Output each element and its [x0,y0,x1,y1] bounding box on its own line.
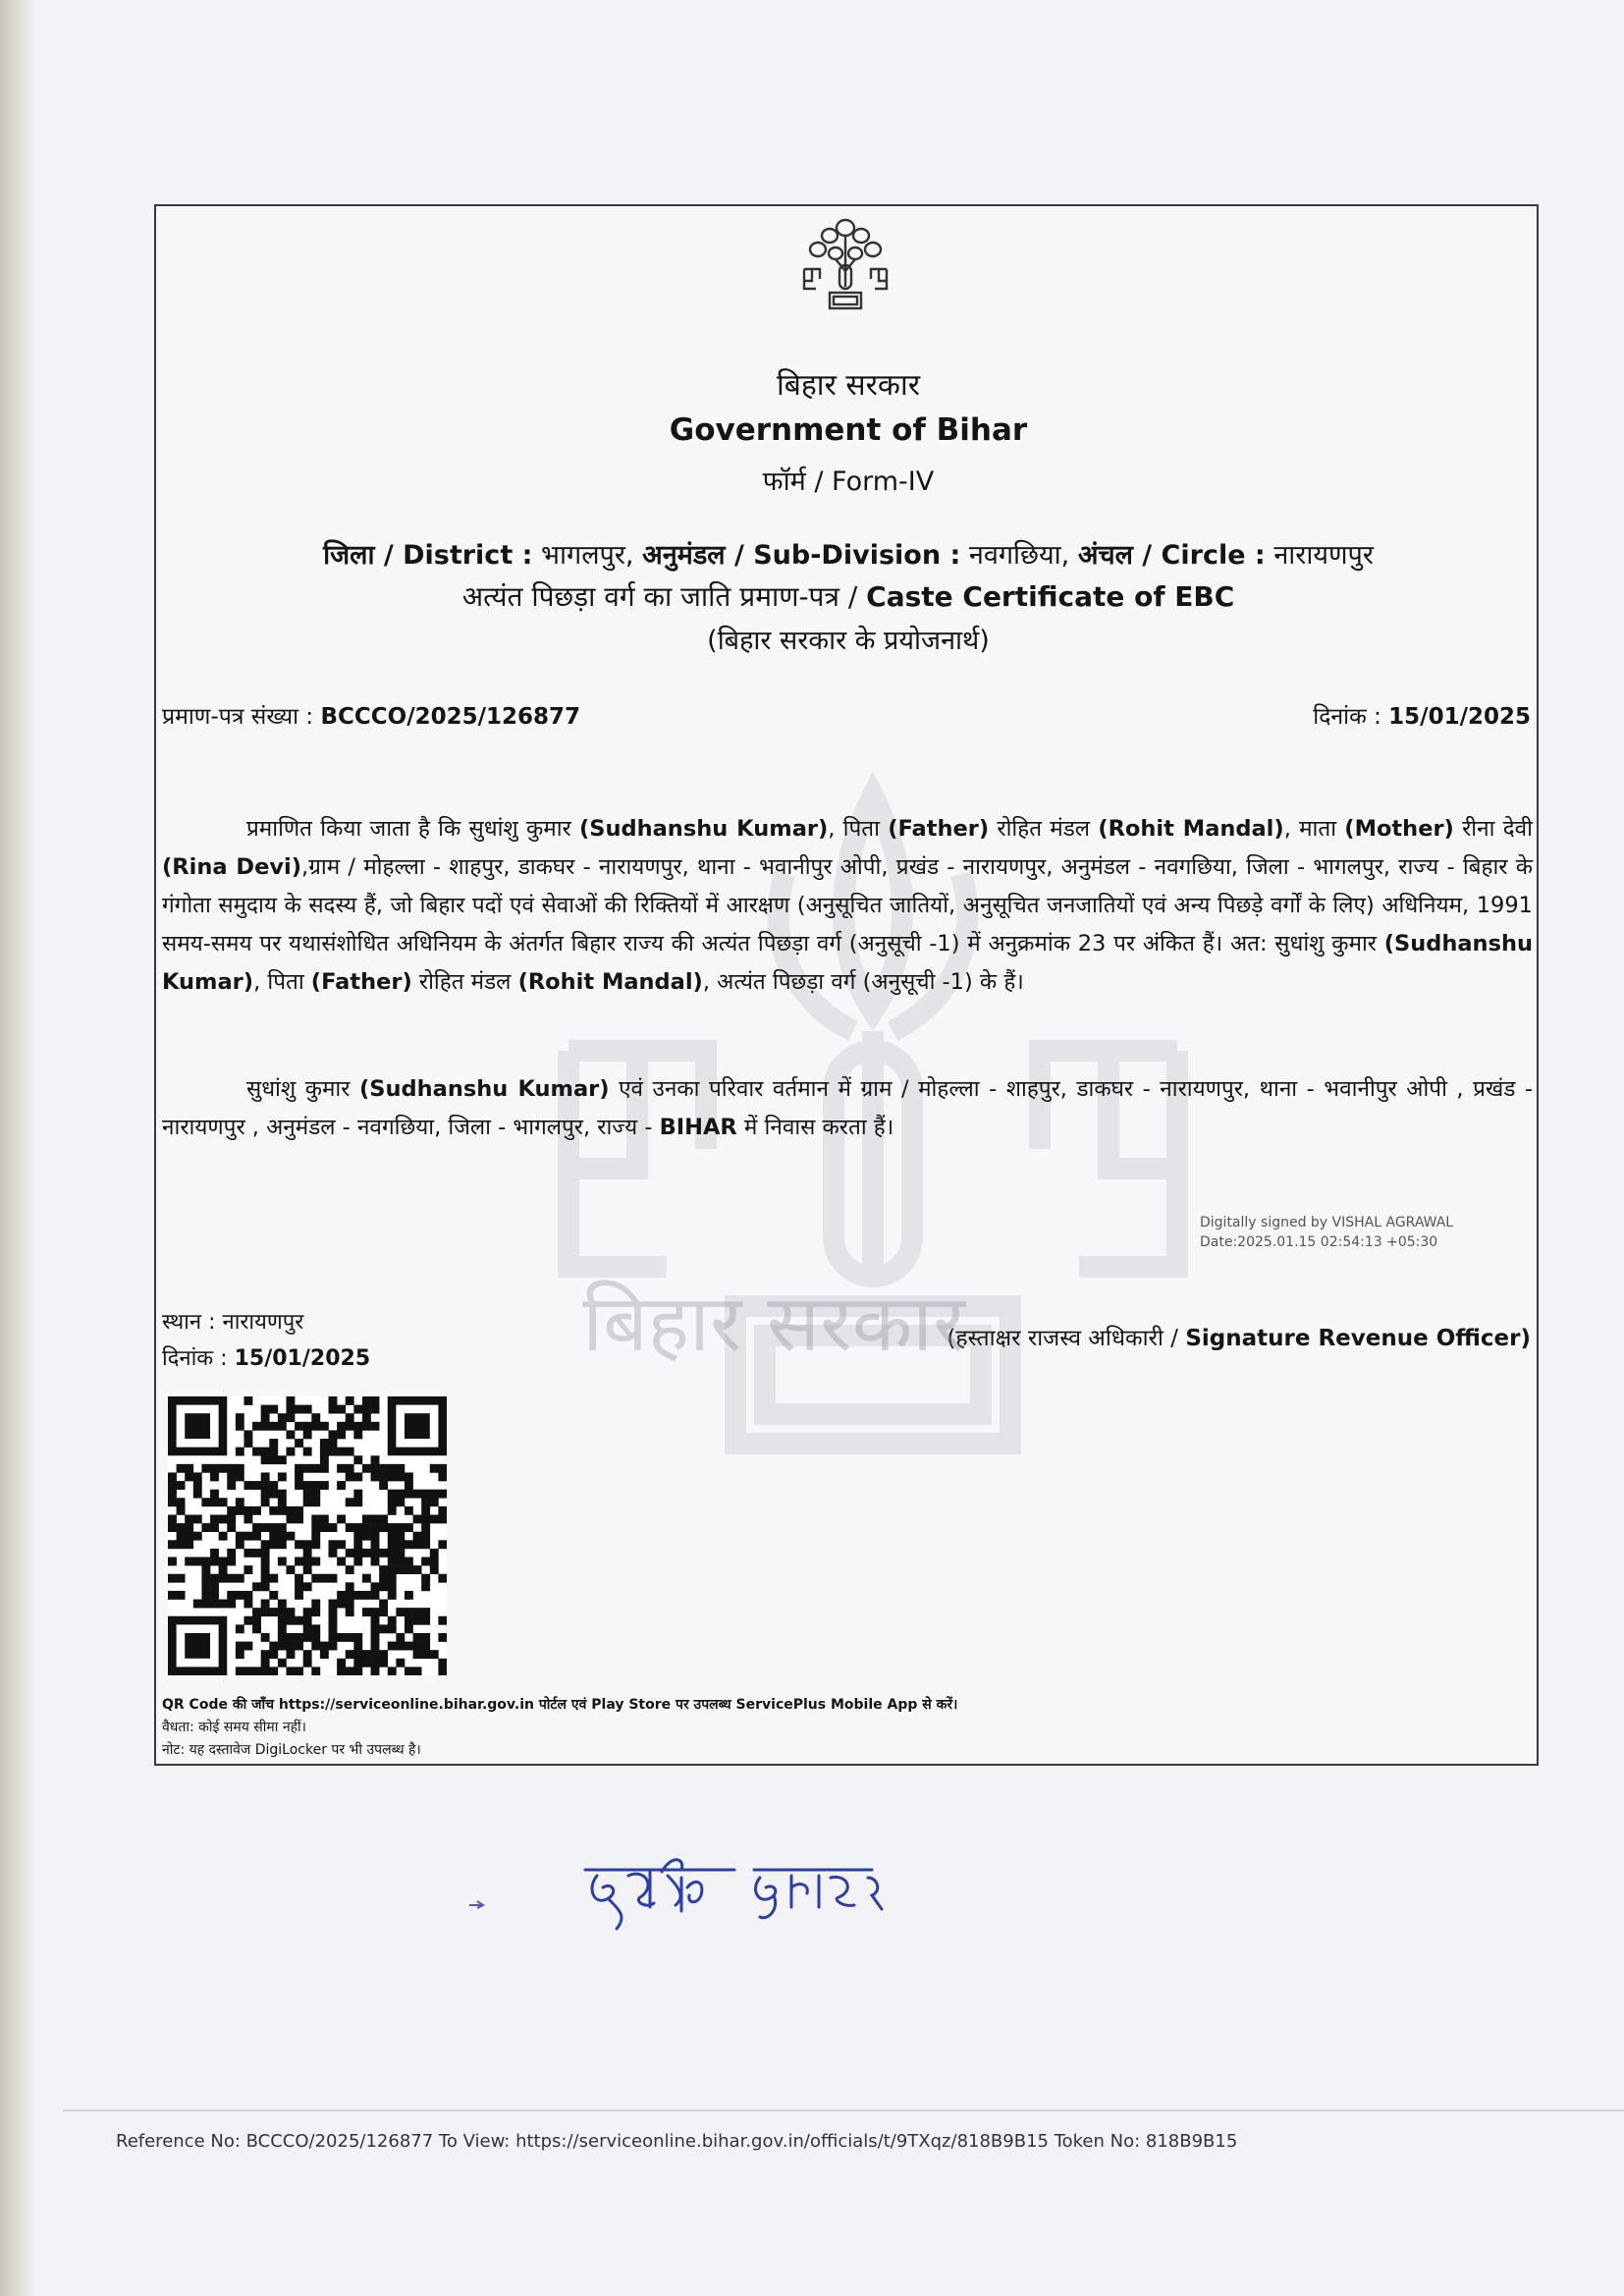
circle-value: नारायणपुर [1273,540,1374,571]
p2-segment: (Sudhanshu Kumar) [359,1076,610,1102]
issue-date-value: 15/01/2025 [234,1346,371,1371]
p1-segment: (Father) [888,816,990,842]
bihar-emblem-logo [796,214,894,322]
p1-segment: (Sudhanshu Kumar) [578,816,829,842]
footer-divider [63,2109,1624,2111]
p1-segment: प्रमाणित किया जाता है कि सुधांशु कुमार [246,816,579,842]
qr-note-verification: QR Code की जाँच https://serviceonline.bihar.gov.in पोर्टल एवं Play Store पर उपलब्ध ServicePlus Mobile App से करें। [162,1697,958,1713]
qr-note-digilocker: नोट: यह दस्तावेज DigiLocker पर भी उपलब्ध है। [162,1742,421,1758]
p1-segment: (Rohit Mandal) [1098,816,1284,842]
certification-paragraph [162,810,1533,1002]
p2-segment: एवं उनका परिवार वर्तमान में ग्राम / मोहल्ला - शाहपुर, डाकघर - नारायणपुर, थाना - भवानीपुर ओपी , प्रखंड - नारायणपुर , अनुमंडल - नवगछिया, जिला - भागलपुर, राज्य - [162,1076,1533,1140]
digital-signature-line-1: Digitally signed by VISHAL AGRAWAL [1200,1215,1454,1230]
qr-code[interactable] [168,1396,447,1675]
residence-paragraph [162,1070,1533,1147]
signature-officer-english: Signature Revenue Officer) [1185,1326,1531,1351]
p1-segment: , माता [1283,816,1345,842]
issue-date-label: दिनांक : [162,1346,228,1371]
certificate-frame [154,204,1539,1766]
reference-footer: Reference No: BCCCO/2025/126877 To View: https://serviceonline.bihar.gov.in/officials/t/9TXqz/818B9B15 Token No: 818B9B15 [116,2131,1238,2152]
circle-label: अंचल / Circle : [1077,540,1266,571]
certificate-title-english: Caste Certificate of EBC [866,580,1235,613]
government-english-title: Government of Bihar [669,412,1028,448]
p1-segment: , अत्यंत पिछड़ा वर्ग (अनुसूची -1) के हैं। [702,969,1024,995]
p1-segment: रीना देवी [1453,816,1533,842]
watermark-text: बिहार सरकार [582,1278,965,1369]
p2-segment: में निवास करता हैं। [736,1115,894,1140]
issue-place-value: नारायणपुर [222,1310,304,1335]
certificate-number-value: BCCCO/2025/126877 [320,704,581,730]
p1-segment: (Rohit Mandal) [517,969,703,995]
certificate-number [162,699,580,731]
p1-segment: ,ग्राम / मोहल्ला - शाहपुर, डाकघर - नारायणपुर, थाना - भवानीपुर ओपी, प्रखंड - नारायणपुर, अनुमंडल - नवगछिया, जिला - भागलपुर, राज्य - बिहार के गंगोता समुदाय के सदस्य हैं, जो बिहार पदों एवं सेवाओं की रिक्तियों में आरक्षण (अनुसूचित जातियों, अनुसूचित जनजातियों एवं अन्य पिछड़े वर्गों के लिए) अधिनियम, 1991 समय-समय पर यथासंशोधित अधिनियम के अंतर्गत बिहार राज्य की अत्यंत पिछड़ा वर्ग (अनुसूची -1) में अनुक्रमांक 23 पर अंकित हैं। अत: सुधांशु कुमार [162,854,1533,957]
p1-segment: (Sudhanshu Kumar) [162,931,1533,995]
p2-segment: सुधांशु कुमार [246,1076,359,1102]
certificate-date-value: 15/01/2025 [1388,704,1531,730]
district-label: जिला / District : [323,540,533,571]
subdivision-label: अनुमंडल / Sub-Division : [642,540,961,571]
issue-place-label: स्थान : [162,1310,216,1335]
district-value: भागलपुर, [541,540,634,571]
handwritten-signature [577,1848,931,1937]
p1-segment: , पिता [253,969,311,995]
form-number: फॉर्म / Form-IV [762,466,935,497]
qr-note-validity: वैधता: कोई समय सीमा नहीं। [162,1720,306,1735]
certificate-purpose: (बिहार सरकार के प्रयोजनार्थ) [707,626,990,656]
issue-date [162,1342,370,1372]
signature-officer-hindi: (हस्ताक्षर राजस्व अधिकारी / [947,1326,1179,1351]
p1-segment: रोहित मंडल [411,969,518,995]
government-hindi-title: बिहार सरकार [776,368,921,403]
certificate-number-label: प्रमाण-पत्र संख्या : [162,704,314,730]
certificate-date-label: दिनांक : [1313,704,1381,730]
certificate-title [156,577,1541,615]
p1-segment: (Mother) [1344,816,1454,842]
pen-mark [467,1898,487,1910]
certificate-title-hindi: अत्यंत पिछड़ा वर्ग का जाति प्रमाण-पत्र / [461,580,858,613]
digital-signature-stamp [1200,1213,1453,1252]
district-line [156,535,1541,572]
qr-notes [162,1694,957,1762]
certificate-date [1313,699,1531,731]
p1-segment: (Father) [310,969,412,995]
issue-place [162,1306,303,1336]
subdivision-value: नवगछिया, [968,540,1070,571]
p1-segment: रोहित मंडल [989,816,1099,842]
p1-segment: , पिता [828,816,889,842]
p1-segment: (Rina Devi) [162,854,302,880]
scan-edge-shadow [0,0,33,2296]
digital-signature-line-2: Date:2025.01.15 02:54:13 +05:30 [1200,1234,1438,1250]
p2-segment: BIHAR [659,1115,737,1140]
